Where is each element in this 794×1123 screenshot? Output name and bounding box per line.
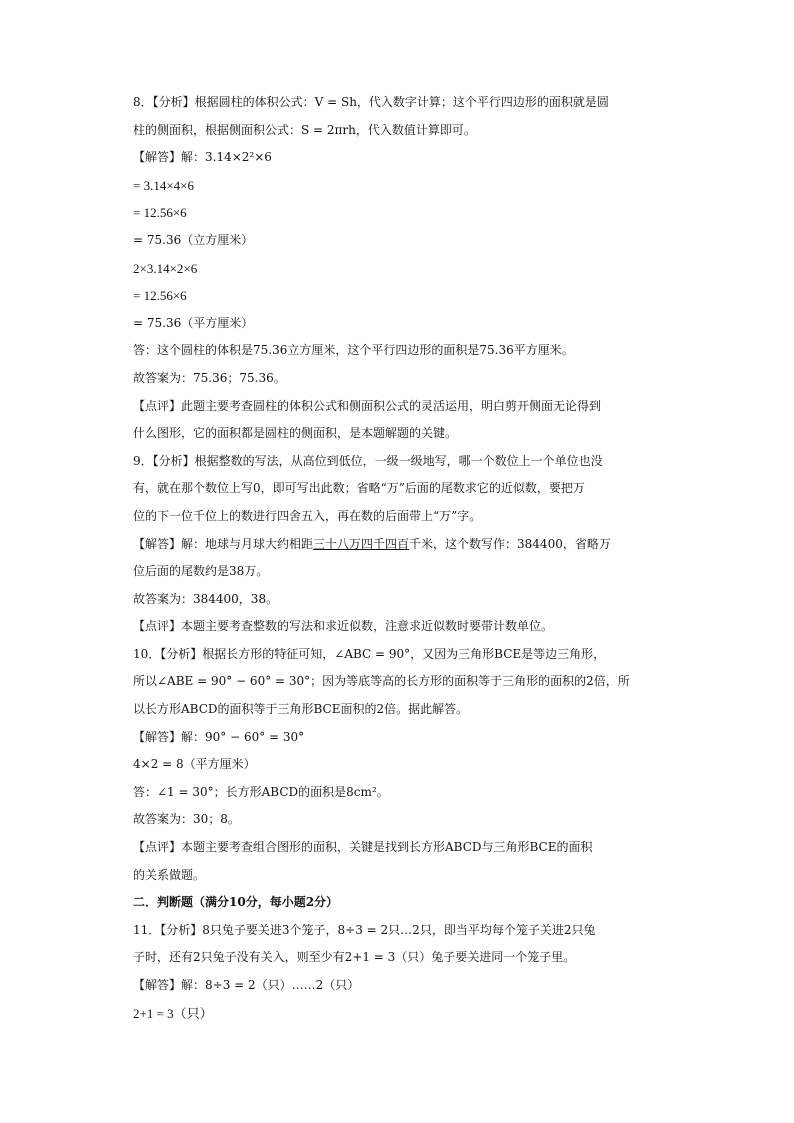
q9-answer-line-1 (133, 531, 678, 559)
q9-final-answer: 故答案为：384400，38。 (133, 591, 279, 606)
q10-calc-line: 4×2 = 8（平方厘米） (133, 757, 256, 772)
q8-analysis-line-1: 8．【分析】根据圆柱的体积公式：V = Sh，代入数字计算；这个平行四边形的面积就是圆 (133, 95, 609, 109)
q10-answer-line-1: 【解答】解：90° − 60° = 30° (133, 729, 305, 744)
q9-analysis-line-1: 9．【分析】根据整数的写法，从高位到低位，一级一级地写，哪一个数位上一个单位也没 (133, 453, 603, 468)
q10-analysis-line-1: 10．【分析】根据长方形的特征可知，∠ABC = 90°，又因为三角形BCE是等边三角形， (133, 646, 606, 661)
q8-conclusion: 答：这个圆柱的体积是75.36立方厘米，这个平行四边形的面积是75.36平方厘米。 (133, 343, 574, 358)
q8-calc-line-4: 2×3.14×2×6 (133, 260, 198, 276)
q10-comment-line-2: 的关系做题。 (133, 867, 206, 882)
q8-final-answer: 故答案为：75.36；75.36。 (133, 370, 286, 385)
q8-calc-line-1: = 3.14×4×6 (133, 177, 194, 193)
q10-conclusion: 答：∠1 = 30°；长方形ABCD的面积是8cm²。 (133, 784, 389, 799)
q9-comment: 【点评】本题主要考查整数的写法和求近似数，注意求近似数时要带计数单位。 (133, 619, 554, 634)
q11-calc-line: 2+1 = 3（只） (133, 1005, 213, 1021)
q8-calc-line-5: = 12.56×6 (133, 288, 187, 304)
q8-calc-line-2: = 12.56×6 (133, 205, 187, 221)
q8-answer-line-1: 【解答】解：3.14×2²×6 (133, 150, 272, 165)
section-2-title: 二．判断题（满分10分，每小题2分） (133, 895, 339, 910)
solution-page (133, 89, 678, 1027)
q10-comment-line-1: 【点评】本题主要考查组合图形的面积，关键是找到长方形ABCD与三角形BCE的面积 (133, 840, 593, 855)
q11-analysis-line-2: 子时，还有2只兔子没有关入，则至少有2+1 = 3（只）兔子要关进同一个笼子里。 (133, 950, 576, 965)
q10-analysis-line-3: 以长方形ABCD的面积等于三角形BCE面积的2倍。据此解答。 (133, 702, 469, 717)
q9-analysis-line-2: 有，就在那个数位上写0，即可写出此数；省略“万”后面的尾数求它的近似数，要把万 (133, 481, 585, 496)
q8-comment-line-1: 【点评】此题主要考查圆柱的体积公式和侧面积公式的灵活运用，明白剪开侧面无论得到 (133, 398, 602, 413)
q9-answer-suffix: 千米，这个数写作：384400，省略万 (409, 536, 611, 551)
q8-comment-line-2: 什么图形，它的面积都是圆柱的侧面积，是本题解题的关键。 (133, 426, 458, 441)
q9-analysis-line-3: 位的下一位千位上的数进行四舍五入，再在数的后面带上“万”字。 (133, 508, 482, 523)
q9-underlined-number: 三十八万四千四百 (313, 536, 410, 551)
q10-final-answer: 故答案为：30；8。 (133, 812, 240, 827)
q8-analysis-line-2: 柱的侧面积，根据侧面积公式：S = 2πrh，代入数值计算即可。 (133, 122, 476, 137)
q11-analysis-line-1: 11．【分析】8只兔子要关进3个笼子，8÷3 = 2只…2只，即当平均每个笼子关进2只兔 (133, 922, 596, 937)
q9-answer-line-2: 位后面的尾数约是38万。 (133, 564, 269, 579)
q10-analysis-line-2: 所以∠ABE = 90° − 60° = 30°；因为等底等高的长方形的面积等于三角形的面积的2倍，所 (133, 674, 630, 689)
q11-answer-line-1: 【解答】解：8÷3 = 2（只）……2（只） (133, 978, 360, 992)
q8-calc-line-6: = 75.36（平方厘米） (133, 315, 254, 330)
q8-calc-line-3: = 75.36（立方厘米） (133, 232, 254, 247)
q9-answer-prefix: 【解答】解：地球与月球大约相距 (133, 536, 314, 551)
